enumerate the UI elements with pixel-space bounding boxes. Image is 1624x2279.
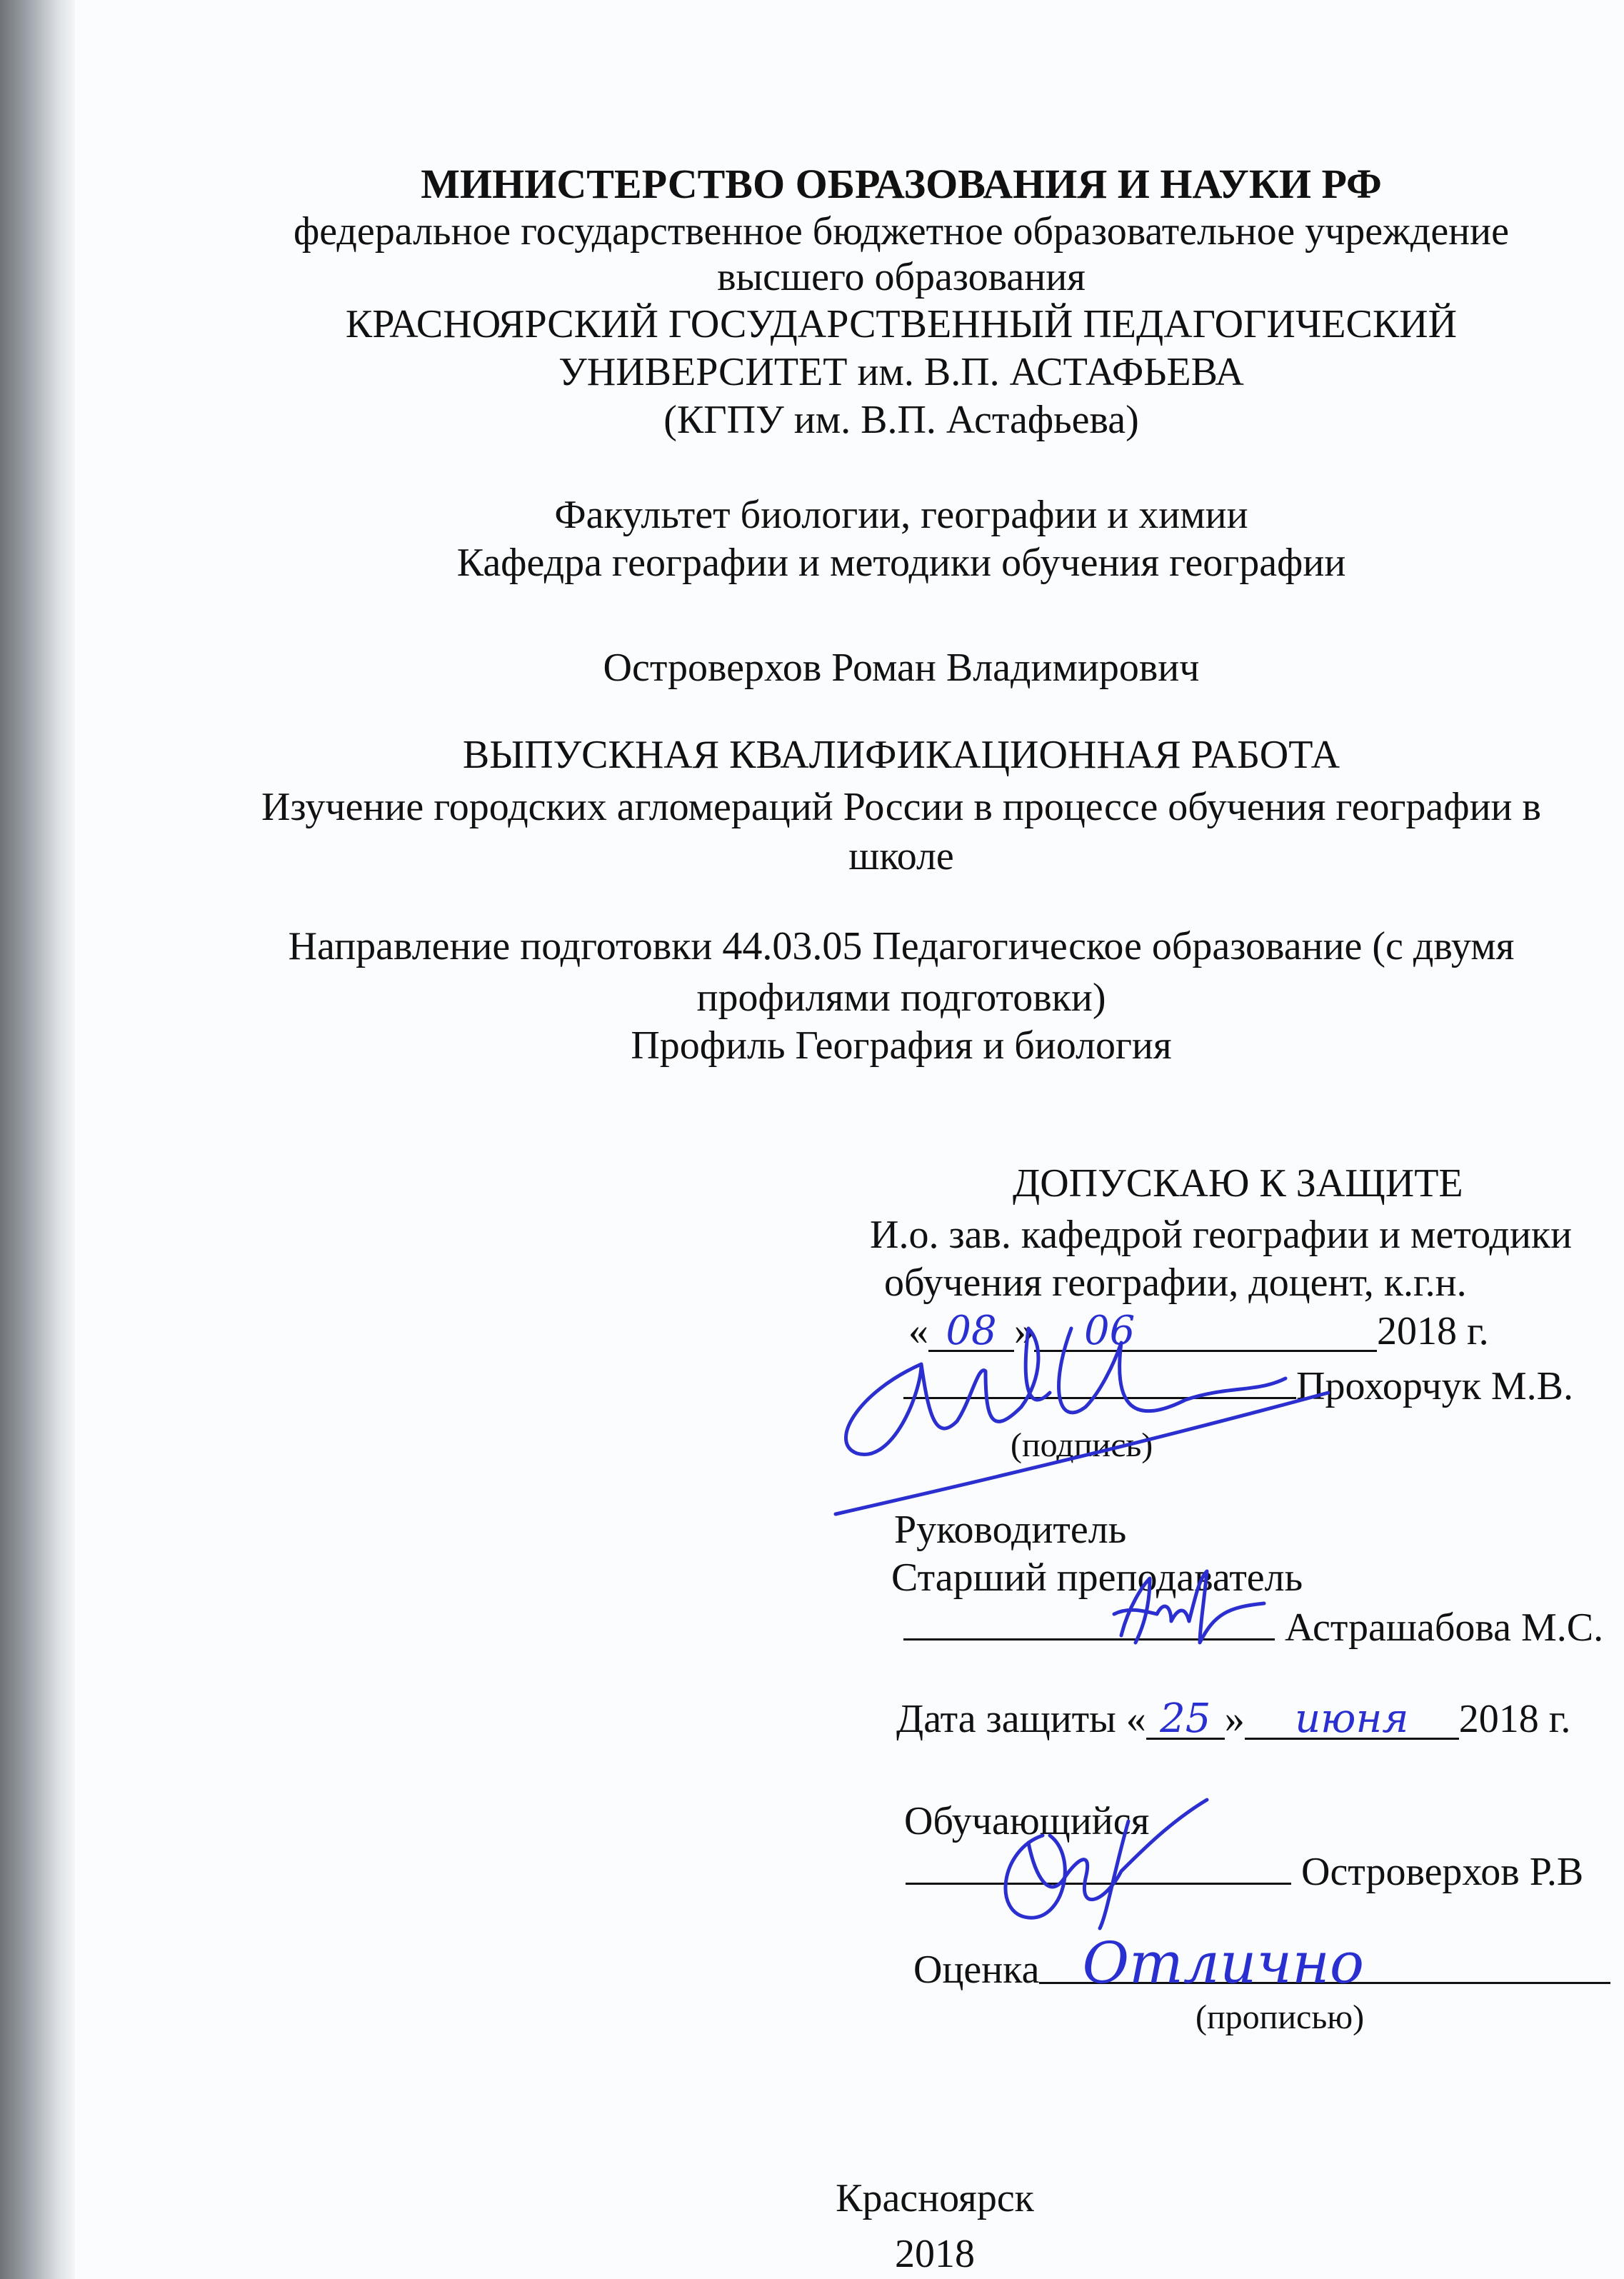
handwritten-grade: Отлично <box>1082 1930 1364 1996</box>
handwritten-defense-day: 25 <box>1160 1696 1211 1742</box>
institution-type-line1: федеральное государственное бюджетное образовательное учреждение <box>294 209 1509 254</box>
year: 2018 <box>895 2232 975 2276</box>
grade-blank <box>1039 1930 1610 1996</box>
handwritten-day: 08 <box>946 1308 997 1354</box>
supervisor-position: Старший преподаватель <box>891 1556 1303 1600</box>
institution-type-line2: высшего образования <box>717 255 1086 299</box>
faculty: Факультет биологии, географии и химии <box>554 493 1248 537</box>
handwritten-month: 06 <box>1084 1308 1136 1354</box>
city: Красноярск <box>836 2176 1034 2220</box>
approver-name: Прохорчук М.В. <box>1296 1364 1574 1408</box>
student-signature <box>986 1793 1221 1935</box>
approval-position-line1: И.о. зав. кафедрой географии и методики <box>870 1213 1573 1257</box>
supervisor-signature <box>1100 1564 1285 1664</box>
signature-caption: (подпись) <box>1011 1426 1153 1464</box>
direction-line1: Направление подготовки 44.03.05 Педагогическое образование (с двумя <box>288 924 1515 968</box>
scan-binding-edge <box>0 0 75 2279</box>
work-title-line1: Изучение городских агломераций России в процессе обучения географии в <box>261 785 1541 829</box>
quote-open: « <box>908 1309 928 1353</box>
supervisor-name: Астрашабова М.С. <box>1285 1606 1604 1650</box>
defense-date-label: Дата защиты « <box>896 1697 1146 1741</box>
approver-signature <box>814 1300 1385 1543</box>
handwritten-defense-month: июня <box>1295 1696 1409 1742</box>
department: Кафедра географии и методики обучения географии <box>456 541 1346 585</box>
grade-caption: (прописью) <box>1196 1998 1365 2036</box>
university-name-line1: КРАСНОЯРСКИЙ ГОСУДАРСТВЕННЫЙ ПЕДАГОГИЧЕСКИЙ <box>345 302 1458 346</box>
grade-line <box>913 1930 1610 1996</box>
student-role: Обучающийся <box>904 1799 1150 1843</box>
university-abbreviation: (КГПУ им. В.П. Астафьева) <box>663 398 1139 442</box>
supervisor-role: Руководитель <box>894 1508 1127 1552</box>
ministry-heading: МИНИСТЕРСТВО ОБРАЗОВАНИЯ И НАУКИ РФ <box>421 161 1382 207</box>
work-title-line2: школе <box>848 834 954 878</box>
direction-line2: профилями подготовки) <box>696 976 1106 1020</box>
quote-close: » <box>1224 1697 1245 1741</box>
approval-heading: ДОПУСКАЮ К ЗАЩИТЕ <box>1013 1161 1463 1206</box>
work-type: ВЫПУСКНАЯ КВАЛИФИКАЦИОННАЯ РАБОТА <box>462 733 1340 777</box>
university-name-line2: УНИВЕРСИТЕТ им. В.П. АСТАФЬЕВА <box>558 350 1244 394</box>
defense-date <box>896 1698 1570 1740</box>
defense-year: 2018 г. <box>1458 1697 1571 1741</box>
quote-close: » <box>1014 1309 1034 1353</box>
grade-label: Оценка <box>913 1948 1040 1992</box>
month-blank <box>1245 1696 1459 1742</box>
approval-year: 2018 г. <box>1377 1309 1489 1353</box>
profile: Профиль География и биология <box>631 1023 1172 1068</box>
student-name: Островерхов Р.В <box>1301 1850 1584 1894</box>
approval-position-line2: обучения географии, доцент, к.г.н. <box>884 1261 1467 1305</box>
author-name: Островерхов Роман Владимирович <box>603 646 1200 690</box>
day-blank <box>1146 1696 1225 1742</box>
